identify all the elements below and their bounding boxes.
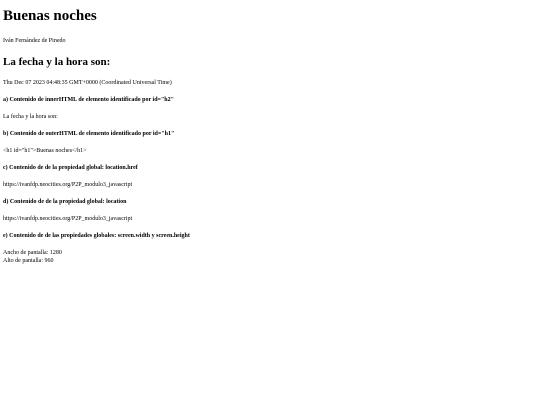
screen-width-text: Ancho de pantalla: 1280 [3, 250, 62, 256]
datetime-heading: La fecha y la hora son: [3, 56, 111, 68]
section-c-value: https://ivanfdp.neocities.org/P2P_modulo3_javascript [3, 182, 133, 188]
section-a-heading: a) Contenido de innerHTML de elemento identificado por id="h2" [3, 97, 174, 103]
section-d-heading: d) Contenido de de la propiedad global: location [3, 199, 127, 205]
section-b-heading: b) Contenido de outerHTML de elemento identificado por id="h1" [3, 131, 175, 137]
page-title: Buenas noches [3, 8, 97, 24]
datetime-value: Thu Dec 07 2023 04:48:35 GMT+0000 (Coordinated Universal Time) [3, 80, 172, 86]
section-b-value: <h1 id="h1">Buenas noches</h1> [3, 148, 87, 154]
section-a-value: La fecha y la hora son: [3, 114, 58, 120]
screen-height-text: Alto de pantalla: 960 [3, 258, 54, 264]
section-e-heading: e) Contenido de de las propiedades globales: screen.width y screen.height [3, 233, 190, 239]
author-name: Iván Fernández de Pinedo [3, 38, 66, 44]
section-c-heading: c) Contenido de de la propiedad global: location.href [3, 165, 138, 171]
section-d-value: https://ivanfdp.neocities.org/P2P_modulo3_javascript [3, 216, 133, 222]
